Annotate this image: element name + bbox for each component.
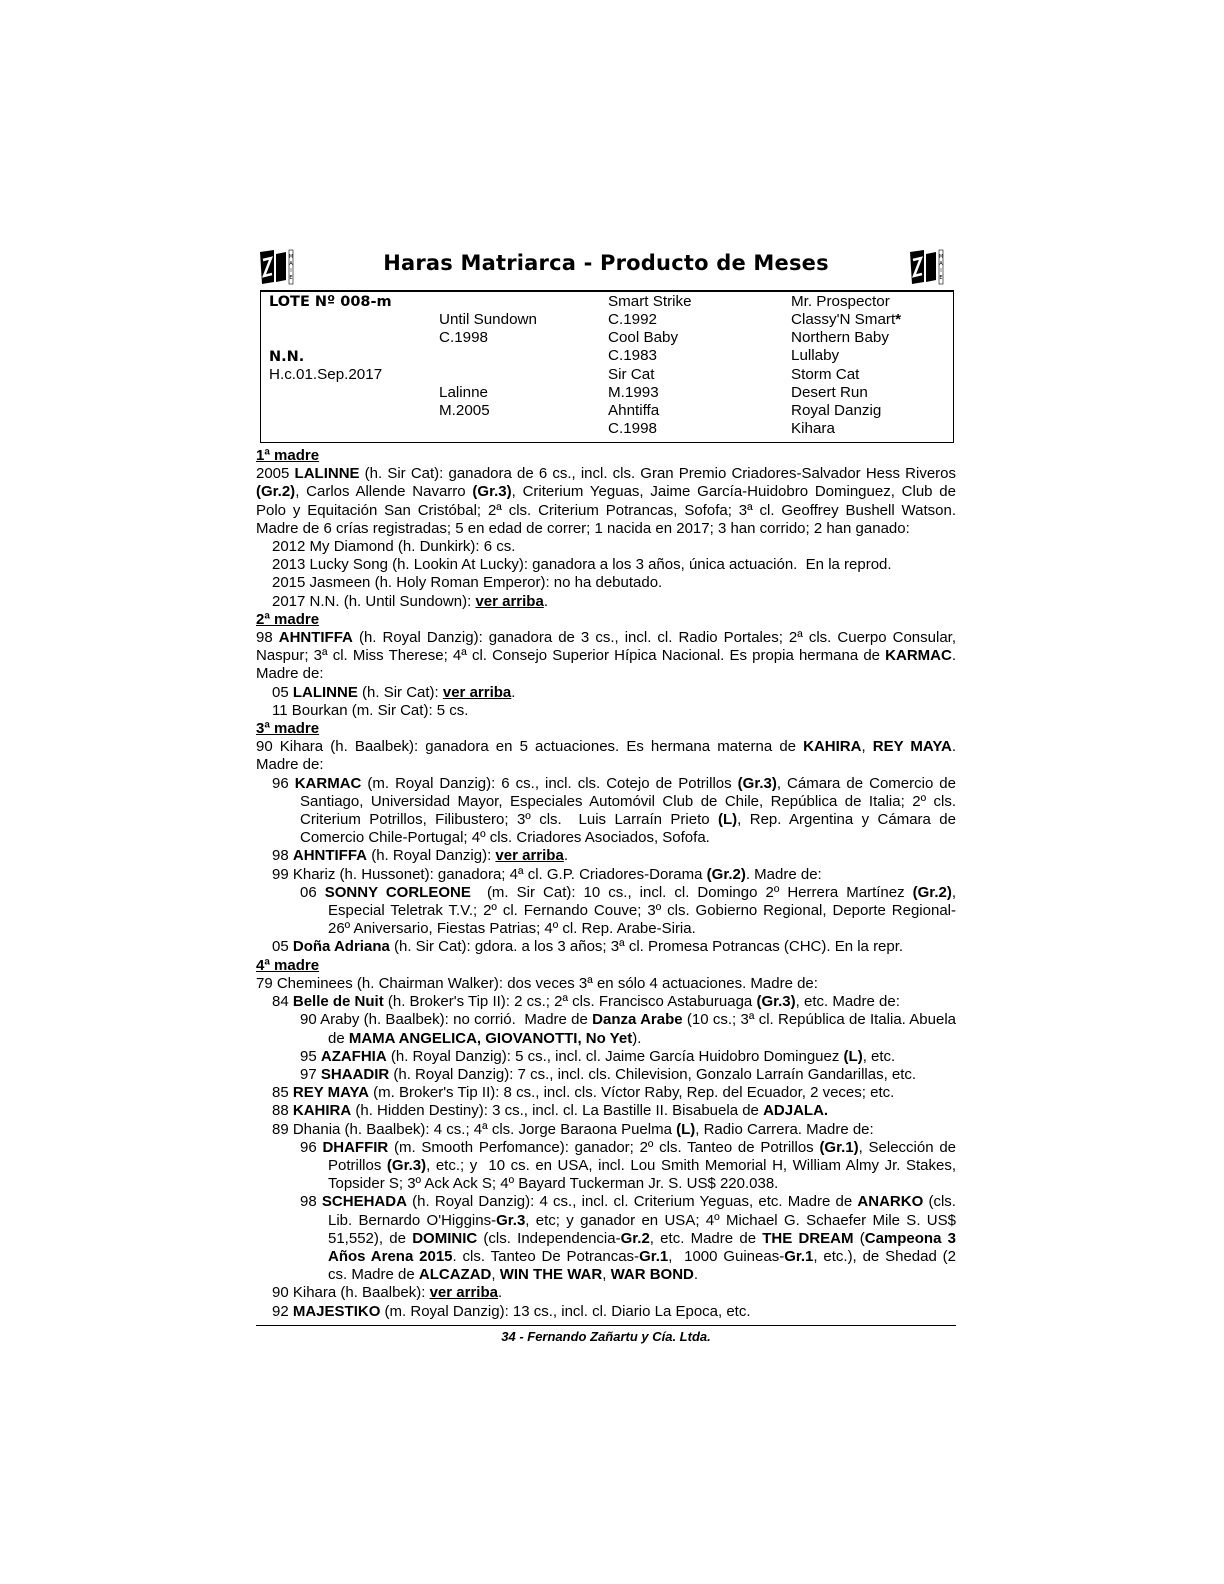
second-dam-paragraph: 98 AHNTIFFA (h. Royal Danzig): ganadora de 3 cs., incl. cl. Radio Portales; 2ª cls. Cuerpo Consular, Naspur; 3ª cl. Miss Therese; 4ª cl. Consejo Superior Hípica Nacional. Es propia hermana de KARMAC. Madre de: bbox=[256, 629, 956, 683]
sire-info: C.1998 bbox=[439, 329, 488, 346]
sire-name: Until Sundown bbox=[439, 311, 537, 328]
list-item: 2015 Jasmeen (h. Holy Roman Emperor): no ha debutado. bbox=[272, 574, 663, 592]
list-item: 2017 N.N. (h. Until Sundown): ver arriba. bbox=[272, 592, 548, 610]
list-item: 92 MAJESTIKO (m. Royal Danzig): 13 cs., incl. cl. Diario La Epoca, etc. bbox=[272, 1302, 751, 1320]
ver-arriba-link[interactable]: ver arriba bbox=[495, 847, 564, 865]
list-item: 2013 Lucky Song (h. Lookin At Lucky): ganadora a los 3 años, única actuación. En la reprod. bbox=[272, 556, 892, 574]
third-dam-paragraph: 90 Kihara (h. Baalbek): ganadora en 5 actuaciones. Es hermana materna de KAHIRA, REY MAYA. Madre de: bbox=[256, 738, 956, 774]
dam-info: M.2005 bbox=[439, 402, 490, 419]
list-item: 05 Doña Adriana (h. Sir Cat): gdora. a los 3 años; 3ª cl. Promesa Potrancas (CHC). En la repr. bbox=[272, 938, 904, 956]
gen4-cell: Desert Run bbox=[791, 384, 868, 401]
list-item: 97 SHAADIR (h. Royal Danzig): 7 cs., incl. cls. Chilevision, Gonzalo Larraín Gandarillas, etc. bbox=[300, 1065, 917, 1083]
section-first-dam: 1ª madre bbox=[256, 447, 320, 464]
svg-text:A: A bbox=[289, 261, 293, 267]
gen4-cell-classy: Classy'N Smart* bbox=[791, 311, 902, 328]
list-item: 90 Kihara (h. Baalbek): ver arriba. bbox=[272, 1284, 503, 1302]
section-second-dam: 2ª madre bbox=[256, 610, 320, 628]
section-third-dam: 3ª madre bbox=[256, 720, 320, 738]
list-item: 98 SCHEHADA (h. Royal Danzig): 4 cs., incl. cl. Criterium Yeguas, etc. Madre de ANARKO (cls. Lib. Bernardo O'Higgins-Gr.3, etc; y ganador en USA; 4º Michael G. Schaefer Mile S. US$ 51,552), de DOMINIC (cls. Independencia-Gr.2, etc. Madre de THE DREAM (Campeona 3 Años Arena 2015. cls. Tanteo De Potrancas-Gr.1, 1000 Guineas-Gr.1, etc.), de Shedad (2 cs. Madre de ALCAZAD, WIN THE WAR, WAR BOND. bbox=[300, 1193, 957, 1284]
gen3-cell: Smart Strike bbox=[608, 293, 692, 310]
gen3-cell: C.1998 bbox=[608, 420, 657, 437]
ver-arriba-link[interactable]: ver arriba bbox=[475, 592, 544, 610]
family-notes bbox=[256, 447, 956, 1321]
star-mark: * bbox=[895, 311, 902, 328]
gen4-cell: Storm Cat bbox=[791, 366, 860, 383]
page-header bbox=[256, 240, 956, 290]
section-fourth-dam: 4ª madre bbox=[256, 956, 320, 974]
list-item: 90 Araby (h. Baalbek): no corrió. Madre de Danza Arabe (10 cs.; 3ª cl. República de Italia. Abuela de MAMA ANGELICA, GIOVANOTTI, No Yet). bbox=[300, 1011, 957, 1047]
svg-text:M: M bbox=[288, 254, 294, 260]
list-item: 2012 My Diamond (h. Dunkirk): 6 cs. bbox=[272, 538, 516, 556]
svg-text:I: I bbox=[940, 268, 942, 274]
list-item: 85 REY MAYA (m. Broker's Tip II): 8 cs., incl. cls. Víctor Raby, Rep. del Ecuador, 2 veces; etc. bbox=[272, 1084, 895, 1102]
list-item: 96 KARMAC (m. Royal Danzig): 6 cs., incl. cls. Cotejo de Potrillos (Gr.3), Cámara de Comercio de Santiago, Universidad Mayor, Especiales Automóvil Club de Chile, República de Italia; 2º cls. Criterium Potrillos, Filibustero; 3º cls. Luis Larraín Prieto (L), Rep. Argentina y Cámara de Comercio Chile-Portugal; 4º cls. Criadores Asociados, Sofofa. bbox=[272, 774, 956, 847]
gen4-cell: Northern Baby bbox=[791, 329, 889, 346]
gen3-cell: Sir Cat bbox=[608, 366, 655, 383]
svg-text:I: I bbox=[290, 268, 292, 274]
list-item: 95 AZAFHIA (h. Royal Danzig): 5 cs., incl. cl. Jaime García Huidobro Dominguez (L), etc. bbox=[300, 1047, 896, 1065]
list-item: 89 Dhania (h. Baalbek): 4 cs.; 4ª cls. Jorge Baraona Puelma (L), Radio Carrera. Madre de: bbox=[272, 1120, 874, 1138]
first-dam-paragraph: 2005 LALINNE (h. Sir Cat): ganadora de 6 cs., incl. cls. Gran Premio Criadores-Salvador Hess Riveros (Gr.2), Carlos Allende Navarro (Gr.3), Criterium Yeguas, Jaime García-Huidobro Dominguez, Club de Polo y Equitación San Cristóbal; 2ª cls. Criterium Potrancas, Sofofa; 3ª cl. Geoffrey Bushell Watson. Madre de 6 crías registradas; 5 en edad de correr; 1 nacida en 2017; 3 han corrido; 2 han ganado: bbox=[256, 465, 956, 537]
list-item: 11 Bourkan (m. Sir Cat): 5 cs. bbox=[272, 701, 469, 719]
svg-text:E: E bbox=[939, 275, 943, 281]
list-item: 98 AHNTIFFA (h. Royal Danzig): ver arriba. bbox=[272, 847, 568, 865]
dam-name: Lalinne bbox=[439, 384, 488, 401]
list-item: 99 Khariz (h. Hussonet): ganadora; 4ª cl. G.P. Criadores-Dorama (Gr.2). Madre de: bbox=[272, 865, 822, 883]
gen3-cell: C.1983 bbox=[608, 347, 657, 364]
ver-arriba-link[interactable]: ver arriba bbox=[429, 1284, 498, 1302]
catalog-page bbox=[256, 240, 956, 1344]
list-item: 05 LALINNE (h. Sir Cat): ver arriba. bbox=[272, 683, 516, 701]
gen4-cell: Mr. Prospector bbox=[791, 293, 890, 310]
svg-text:M: M bbox=[938, 254, 944, 260]
gen3-cell: Ahntiffa bbox=[608, 402, 660, 419]
svg-text:E: E bbox=[289, 275, 293, 281]
lot-number: LOTE Nº 008-m bbox=[269, 294, 392, 310]
gen4-cell: Lullaby bbox=[791, 347, 840, 364]
list-item: 88 KAHIRA (h. Hidden Destiny): 3 cs., incl. cl. La Bastille II. Bisabuela de ADJALA. bbox=[272, 1102, 829, 1120]
footer-divider bbox=[256, 1325, 956, 1326]
list-item: 96 DHAFFIR (m. Smooth Perfomance): ganador; 2º cls. Tanteo de Potrillos (Gr.1), Selección de Potrillos (Gr.3), etc.; y 10 cs. en USA, incl. Lou Smith Memorial H, William Almy Jr. Stakes, Topsider S; 3º Ack Ack S; 4º Bayard Tuckerman Jr. S. US$ 220.038. bbox=[300, 1138, 957, 1193]
page-footer: 34 - Fernando Zañartu y Cía. Ltda. bbox=[501, 1328, 711, 1344]
list-item: 84 Belle de Nuit (h. Broker's Tip II): 2 cs.; 2ª cls. Francisco Astaburuaga (Gr.3), etc. Madre de: bbox=[272, 993, 900, 1011]
svg-text:A: A bbox=[939, 261, 943, 267]
gen4-cell: Kihara bbox=[791, 420, 835, 437]
haras-logo-icon bbox=[906, 246, 954, 288]
gen3-cell: C.1992 bbox=[608, 311, 657, 328]
fourth-dam-paragraph: 79 Cheminees (h. Chairman Walker): dos veces 3ª en sólo 4 actuaciones. Madre de: bbox=[256, 974, 818, 992]
foal-birth: H.c.01.Sep.2017 bbox=[269, 366, 383, 383]
gen3-cell: Cool Baby bbox=[608, 329, 679, 346]
gen3-cell: M.1993 bbox=[608, 384, 659, 401]
pedigree-table bbox=[260, 290, 954, 443]
page-title: Haras Matriarca - Producto de Meses bbox=[383, 251, 829, 275]
gen4-cell: Royal Danzig bbox=[791, 402, 882, 419]
ver-arriba-link[interactable]: ver arriba bbox=[442, 683, 512, 701]
list-item: 06 SONNY CORLEONE (m. Sir Cat): 10 cs., incl. cl. Domingo 2º Herrera Martínez (Gr.2), Especial Teletrak T.V.; 2º cl. Fernando Couve; 3º cls. Gobierno Regional, Deporte Regional-26º Aniversario, Fiestas Patrias; 4º cl. Rep. Arabe-Siria. bbox=[300, 883, 956, 938]
foal-name: N.N. bbox=[269, 349, 305, 365]
